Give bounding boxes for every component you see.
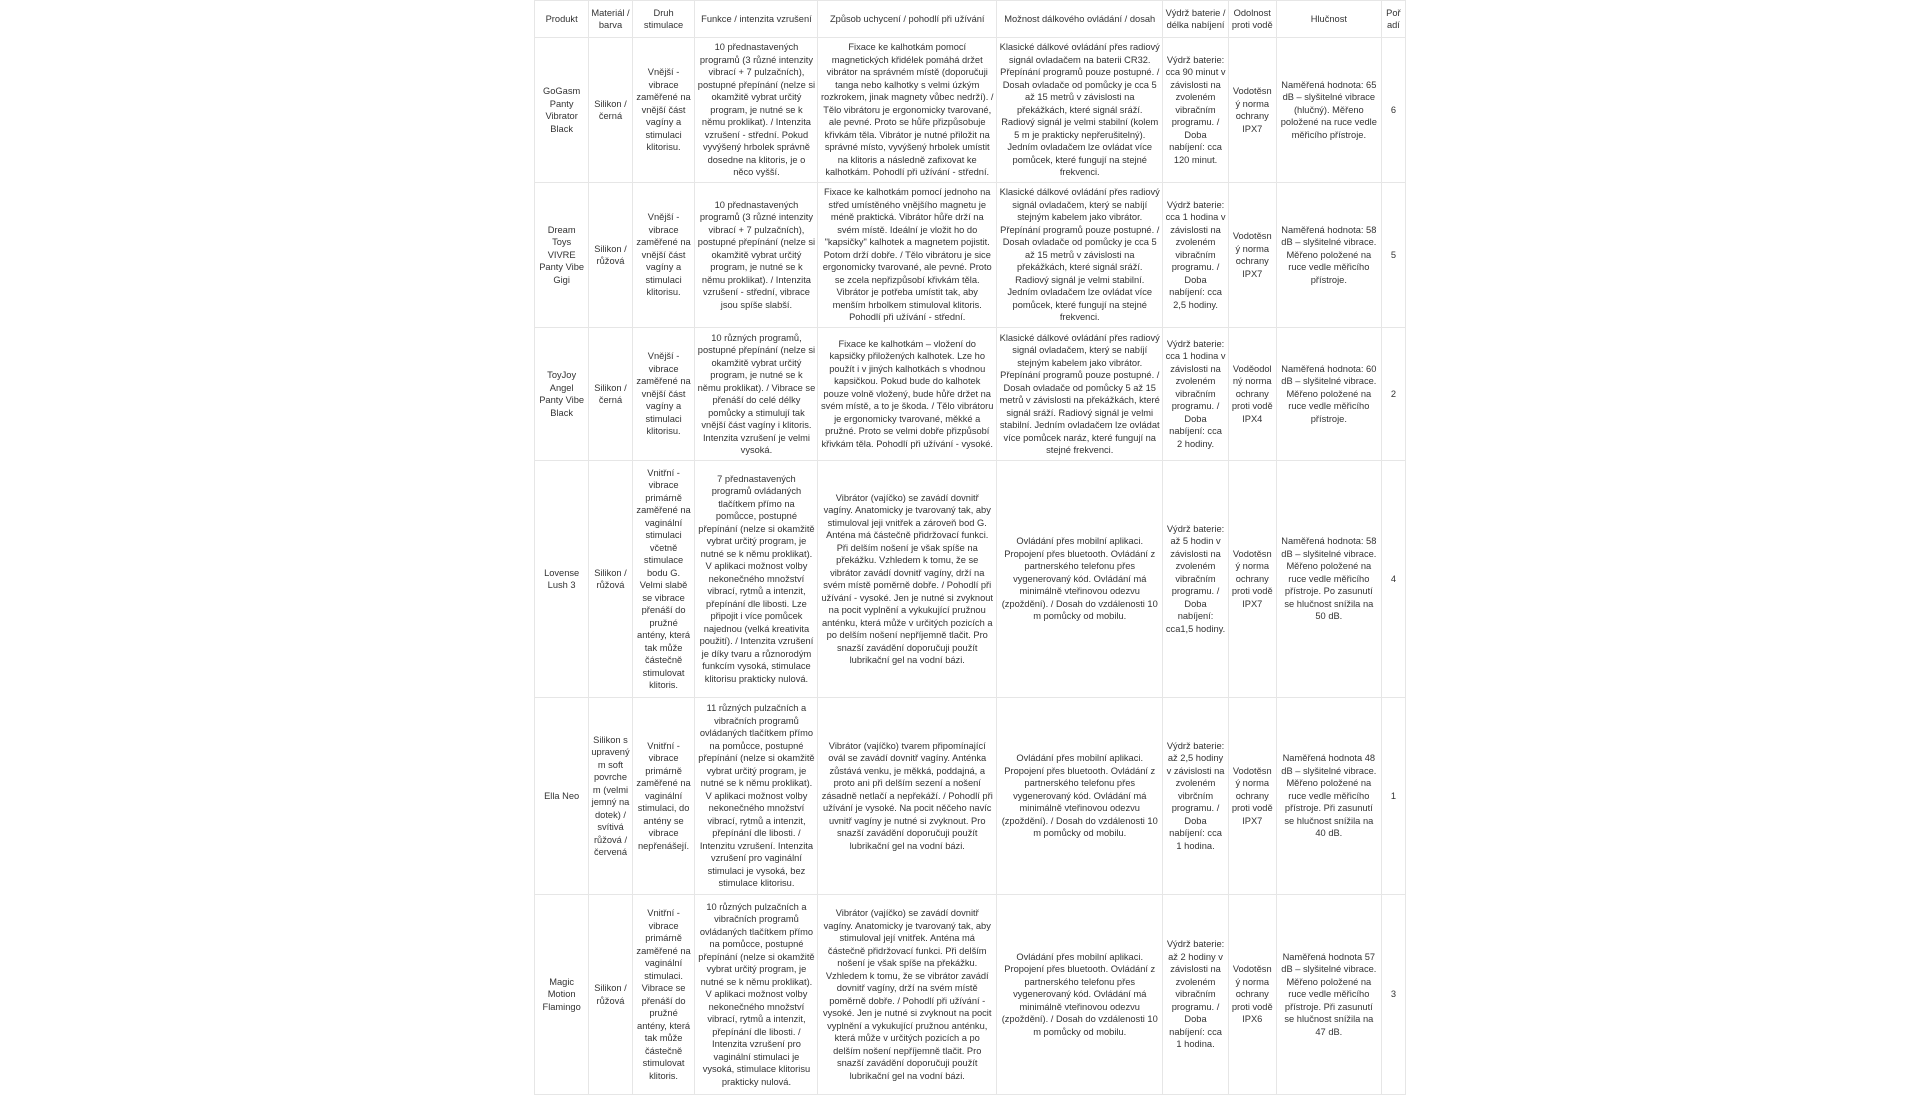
comparison-table: [534, 0, 1406, 1095]
header-stimulation: Druh stimulace: [632, 1, 695, 38]
cell-waterproof: Vodotěsný norma ochrany IPX7: [1228, 38, 1276, 183]
header-functions: Funkce / intenzita vzrušení: [695, 1, 818, 38]
cell-waterproof: Voděodolný norma ochrany proti vodě IPX4: [1228, 328, 1276, 461]
cell-remote: Klasické dálkové ovládání přes radiový signál ovladačem, který se nabíjí stejným kabelem jako vibrátor. Přepínání programů pouze postupné. / Dosah ovladače od pomůcky je cca 5 až 15 metrů v závislosti na překážkách, které signál sráží. Radiový signál je velmi stabilní. Jedním ovladačem lze ovládat více pomůcek, které fungují na stejné frekvenci.: [997, 183, 1163, 328]
table-row: [535, 895, 1406, 1095]
cell-attachment: Fixace ke kalhotkám – vložení do kapsičky přiložených kalhotek. Lze ho použít i v jiných kalhotkách s vhodnou kapsičkou. Pokud bude do kalhotek pouze volně vložený, bude hůře držet na svém místě, a to je škoda. / Tělo vibrátoru je ergonomicky tvarované, měkké a pružné. Proto se velmi dobře přizpůsobí křivkám těla. Pohodlí při užívání - vysoké.: [818, 328, 997, 461]
header-waterproof: Odolnost proti vodě: [1228, 1, 1276, 38]
cell-rank: 6: [1381, 38, 1405, 183]
cell-attachment: Vibrátor (vajíčko) tvarem připomínající ovál se zavádí dovnitř vagíny. Anténka zůstává venku, je měkká, poddajná, a proto ani při delším sezení a nošení zásadně netlačí a nepřekáží. / Pohodlí při užívání je vysoké. Na pocit něčeho navíc uvnitř vagíny je nutné si zvyknout. Pro snazší zavádění doporučuji použít lubrikační gel na vodní bázi.: [818, 698, 997, 895]
table-row: [535, 461, 1406, 698]
table-row: [535, 183, 1406, 328]
cell-product: Ella Neo: [535, 698, 589, 895]
cell-attachment: Fixace ke kalhotkám pomocí magnetických křidélek pomáhá držet vibrátor na správném místě (doporučuji tanga nebo kalhotky s velmi úzkým rozkrokem, jinak magnety vůbec nedrží). / Tělo vibrátoru je ergonomicky tvarované, ale pevné. Proto se hůře přizpůsobuje křivkám těla. Vibrátor je nutné přiložit na správné místo, vyvýšený hrbolek umístit na klitoris a následně zafixovat ke kalhotkám. Pohodlí při užívání - střední.: [818, 38, 997, 183]
cell-rank: 4: [1381, 461, 1405, 698]
cell-battery: Výdrž baterie: až 5 hodin v závislosti na zvoleném vibračním programu. / Doba nabíjení: cca1,5 hodiny.: [1163, 461, 1228, 698]
cell-noise: Naměřená hodnota 48 dB – slyšitelné vibrace. Měřeno položené na ruce vedle měřicího přístroje. Při zasunutí se hlučnost snížila na 40 dB.: [1276, 698, 1381, 895]
cell-stimulation: Vnitřní - vibrace primárně zaměřené na vaginální stimulaci. Vibrace se přenáší do pružné antény, která tak může částečně stimulovat klitoris.: [632, 895, 695, 1095]
header-product: Produkt: [535, 1, 589, 38]
cell-product: Magic Motion Flamingo: [535, 895, 589, 1095]
cell-attachment: Vibrátor (vajíčko) se zavádí dovnitř vagíny. Anatomicky je tvarovaný tak, aby stimuloval jeji vnitřek a zároveň bod G. Anténa má částečně přidržovací funkci. Při delším nošení je však spíše na překážku. Vzhledem k tomu, že se vibrátor zavádí dovnitř vagíny, drží na svém místě poměrně dobře. / Pohodlí při užívání - vysoké. Jen je nutné si zvyknout na pocit vyplnění a vykukující pružnou anténku, která může v určitých pozicích a po delším nošení nepříjemně tlačit. Pro snazší zavádění doporučuji použít lubrikační gel na vodní bázi.: [818, 461, 997, 698]
cell-stimulation: Vnitřní - vibrace primárně zaměřené na vaginální stimulaci včetně stimulace bodu G. Velmi slabě se vibrace přenáší do pružné antény, která tak může částečně stimulovat klitoris.: [632, 461, 695, 698]
cell-material: Silikon / růžová: [589, 461, 632, 698]
cell-attachment: Vibrátor (vajíčko) se zavádí dovnitř vagíny. Anatomicky je tvarovaný tak, aby stimuloval její vnitřek. Anténa má částečně přidržovací funkci. Při delším nošení je však spíše na překážku. Vzhledem k tomu, že se vibrátor zavádí dovnitř vagíny, drží na svém místě poměrně dobře. / Pohodlí při užívání - vysoké. Jen je nutné si zvyknout na pocit vyplnění a vykukující pružnou anténku, která může v určitých pozicích a po delším nošení nepříjemně tlačit. Pro snazší zavádění doporučuji použít lubrikační gel na vodní bázi.: [818, 895, 997, 1095]
cell-product: Lovense Lush 3: [535, 461, 589, 698]
cell-functions: 10 přednastavených programů (3 různé intenzity vibrací + 7 pulzačních), postupné přepínání (nelze si okamžitě vybrat určitý program, je nutné se k němu proklikat). / Intenzita vzrušení - střední, vibrace jsou spíše slabší.: [695, 183, 818, 328]
cell-rank: 5: [1381, 183, 1405, 328]
table-row: [535, 328, 1406, 461]
cell-stimulation: Vnější - vibrace zaměřené na vnější část vagíny a stimulaci klitorisu.: [632, 183, 695, 328]
cell-rank: 1: [1381, 698, 1405, 895]
cell-noise: Naměřená hodnota: 65 dB – slyšitelné vibrace (hlučný). Měřeno položené na ruce vedle měřicího přístroje.: [1276, 38, 1381, 183]
table-row: [535, 698, 1406, 895]
cell-remote: Ovládání přes mobilní aplikaci. Propojení přes bluetooth. Ovládání z partnerského telefonu přes vygenerovaný kód. Ovládání má minimálně vteřinovou odezvu (zpoždění). / Dosah do vzdálenosti 10 m pomůcky od mobilu.: [997, 895, 1163, 1095]
cell-rank: 2: [1381, 328, 1405, 461]
cell-stimulation: Vnější - vibrace zaměřené na vnější část vagíny a stimulaci klitorisu.: [632, 38, 695, 183]
cell-rank: 3: [1381, 895, 1405, 1095]
cell-material: Silikon / černá: [589, 328, 632, 461]
cell-functions: 10 různých programů, postupné přepínání (nelze si okamžitě vybrat určitý program, je nutné se k němu proklikat). / Vibrace se přenáší do celé délky pomůcky a stimulují tak vnější část vagíny i klitoris. Intenzita vzrušení je velmi vysoká.: [695, 328, 818, 461]
cell-product: GoGasm Panty Vibrator Black: [535, 38, 589, 183]
header-remote: Možnost dálkového ovládání / dosah: [997, 1, 1163, 38]
cell-noise: Naměřená hodnota: 60 dB – slyšitelné vibrace. Měřeno položené na ruce vedle měřicího přístroje.: [1276, 328, 1381, 461]
cell-remote: Klasické dálkové ovládání přes radiový signál ovladačem, který se nabíjí stejným kabelem jako vibrátor. Přepínání programů pouze postupné. / Dosah ovladače od pomůcky 5 až 15 metrů v závislosti na překážkách, které signál sráží. Radiový signál je velmi stabilní. Jedním ovladačem lze ovládat více pomůcek naráz, které fungují na stejné frekvenci.: [997, 328, 1163, 461]
cell-noise: Naměřená hodnota: 58 dB – slyšitelné vibrace. Měřeno položené na ruce vedle měřicího přístroje. Po zasunutí se hlučnost snížila na 50 dB.: [1276, 461, 1381, 698]
cell-noise: Naměřená hodnota: 58 dB – slyšitelné vibrace. Měřeno položené na ruce vedle měřicího přístroje.: [1276, 183, 1381, 328]
cell-functions: 7 přednastavených programů ovládaných tlačítkem přímo na pomůcce, postupné přepínání (nelze si okamžitě vybrat určitý program, je nutné se k němu proklikat). V aplikaci možnost volby nekonečného množství vibrací, rytmů a intenzit, přepínání dle libosti. Lze připojit i více pomůcek najednou (velká kreativita použití). / Intenzita vzrušení je díky tvaru a různorodým funkcím vysoká, stimulace klitorisu prakticky nulová.: [695, 461, 818, 698]
cell-remote: Ovládání přes mobilní aplikaci. Propojení přes bluetooth. Ovládání z partnerského telefonu přes vygenerovaný kód. Ovládání má minimálně vteřinovou odezvu (zpoždění). / Dosah do vzdálenosti 10 m pomůcky od mobilu.: [997, 461, 1163, 698]
header-rank: Pořadí: [1381, 1, 1405, 38]
cell-battery: Výdrž baterie: cca 90 minut v závislosti na zvoleném vibračním programu. / Doba nabíjení: cca 120 minut.: [1163, 38, 1228, 183]
cell-noise: Naměřená hodnota 57 dB – slyšitelné vibrace. Měřeno položené na ruce vedle měřicího přístroje. Při zasunutí se hlučnost snížila na 47 dB.: [1276, 895, 1381, 1095]
header-battery: Výdrž baterie / délka nabíjení: [1163, 1, 1228, 38]
cell-waterproof: Vodotěsný norma ochrany proti vodě IPX7: [1228, 461, 1276, 698]
cell-battery: Výdrž baterie: cca 1 hodina v závislosti na zvoleném vibračním programu. / Doba nabíjení: cca 2 hodiny.: [1163, 328, 1228, 461]
cell-material: Silikon / černá: [589, 38, 632, 183]
header-attachment: Způsob uchycení / pohodlí při užívání: [818, 1, 997, 38]
cell-stimulation: Vnější - vibrace zaměřené na vnější část vagíny a stimulaci klitorisu.: [632, 328, 695, 461]
cell-material: Silikon s upraveným soft povrchem (velmi jemný na dotek) / svítivá růžová / červená: [589, 698, 632, 895]
cell-battery: Výdrž baterie: až 2,5 hodiny v závislosti na zvoleném vibrčním programu. / Doba nabíjení: cca 1 hodina.: [1163, 698, 1228, 895]
header-material: Materiál / barva: [589, 1, 632, 38]
cell-waterproof: Vodotěsný norma ochrany proti vodě IPX7: [1228, 698, 1276, 895]
cell-material: Silikon / růžová: [589, 183, 632, 328]
cell-attachment: Fixace ke kalhotkám pomocí jednoho na střed umístěného vnějšího magnetu je méně praktická. Vibrátor hůře drží na svém místě. Ideální je vložit ho do "kapsičky" kalhotek a magnetem pojistit. Potom drží dobře. / Tělo vibrátoru je sice ergonomicky tvarované, ale pevné. Proto se zcela nepřizpůsobí křivkám těla. Vibrátor je potřeba umístit tak, aby menším hrbolkem stimuloval klitoris. Pohodlí při užívání - střední.: [818, 183, 997, 328]
cell-battery: Výdrž baterie: až 2 hodiny v závislosti na zvoleném vibračním programu. / Doba nabíjení: cca 1 hodina.: [1163, 895, 1228, 1095]
cell-functions: 11 různých pulzačních a vibračních programů ovládaných tlačítkem přímo na pomůcce, postupné přepínání (nelze si okamžitě vybrat určitý program, je nutné se k němu proklikat). V aplikaci možnost volby nekonečného množství vibrací, rytmů a intenzit, přepínání dle libosti. / Intenzitu vzrušení. Intenzita vzrušení pro vaginální stimulaci je vysoká, bez stimulace klitorisu.: [695, 698, 818, 895]
cell-remote: Klasické dálkové ovládání přes radiový signál ovladačem na baterii CR32. Přepínání programů pouze postupné. / Dosah ovladače od pomůcky je cca 5 až 15 metrů v závislosti na překážkách, které signál sráží. Radiový signál je velmi stabilní (kolem 5 m je prakticky nepřerušitelný). Jedním ovladačem lze ovládat více pomůcek, které fungují na stejné frekvenci.: [997, 38, 1163, 183]
cell-product: ToyJoy Angel Panty Vibe Black: [535, 328, 589, 461]
header-noise: Hlučnost: [1276, 1, 1381, 38]
cell-waterproof: Vodotěsný norma ochrany IPX7: [1228, 183, 1276, 328]
comparison-table-container: [534, 0, 1406, 1095]
cell-material: Silikon / růžová: [589, 895, 632, 1095]
header-row: [535, 1, 1406, 38]
cell-product: Dream Toys VIVRE Panty Vibe Gigi: [535, 183, 589, 328]
cell-functions: 10 různých pulzačních a vibračních programů ovládaných tlačítkem přímo na pomůcce, postupné přepínání (nelze si okamžitě vybrat určitý program, je nutné se k němu proklikat). V aplikaci možnost volby nekonečného množství vibrací, rytmů a intenzit, přepínání dle libosti. / Intenzita vzrušení pro vaginální stimulaci je vysoká, stimulace klitorisu prakticky nulová.: [695, 895, 818, 1095]
cell-waterproof: Vodotěsný norma ochrany proti vodě IPX6: [1228, 895, 1276, 1095]
table-row: [535, 38, 1406, 183]
cell-stimulation: Vnitřní - vibrace primárně zaměřené na vaginální stimulaci, do antény se vibrace nepřenášejí.: [632, 698, 695, 895]
cell-remote: Ovládání přes mobilní aplikaci. Propojení přes bluetooth. Ovládání z partnerského telefonu přes vygenerovaný kód. Ovládání má minimálně vteřinovou odezvu (zpoždění). / Dosah do vzdálenosti 10 m pomůcky od mobilu.: [997, 698, 1163, 895]
cell-functions: 10 přednastavených programů (3 různé intenzity vibrací + 7 pulzačních), postupné přepínání (nelze si okamžitě vybrat určitý program, je nutné se k němu proklikat). / Intenzita vzrušení - střední. Pokud vyvýšený hrbolek správně dosedne na klitoris, je o něco vyšší.: [695, 38, 818, 183]
cell-battery: Výdrž baterie: cca 1 hodina v závislosti na zvoleném vibračním programu. / Doba nabíjení: cca 2,5 hodiny.: [1163, 183, 1228, 328]
